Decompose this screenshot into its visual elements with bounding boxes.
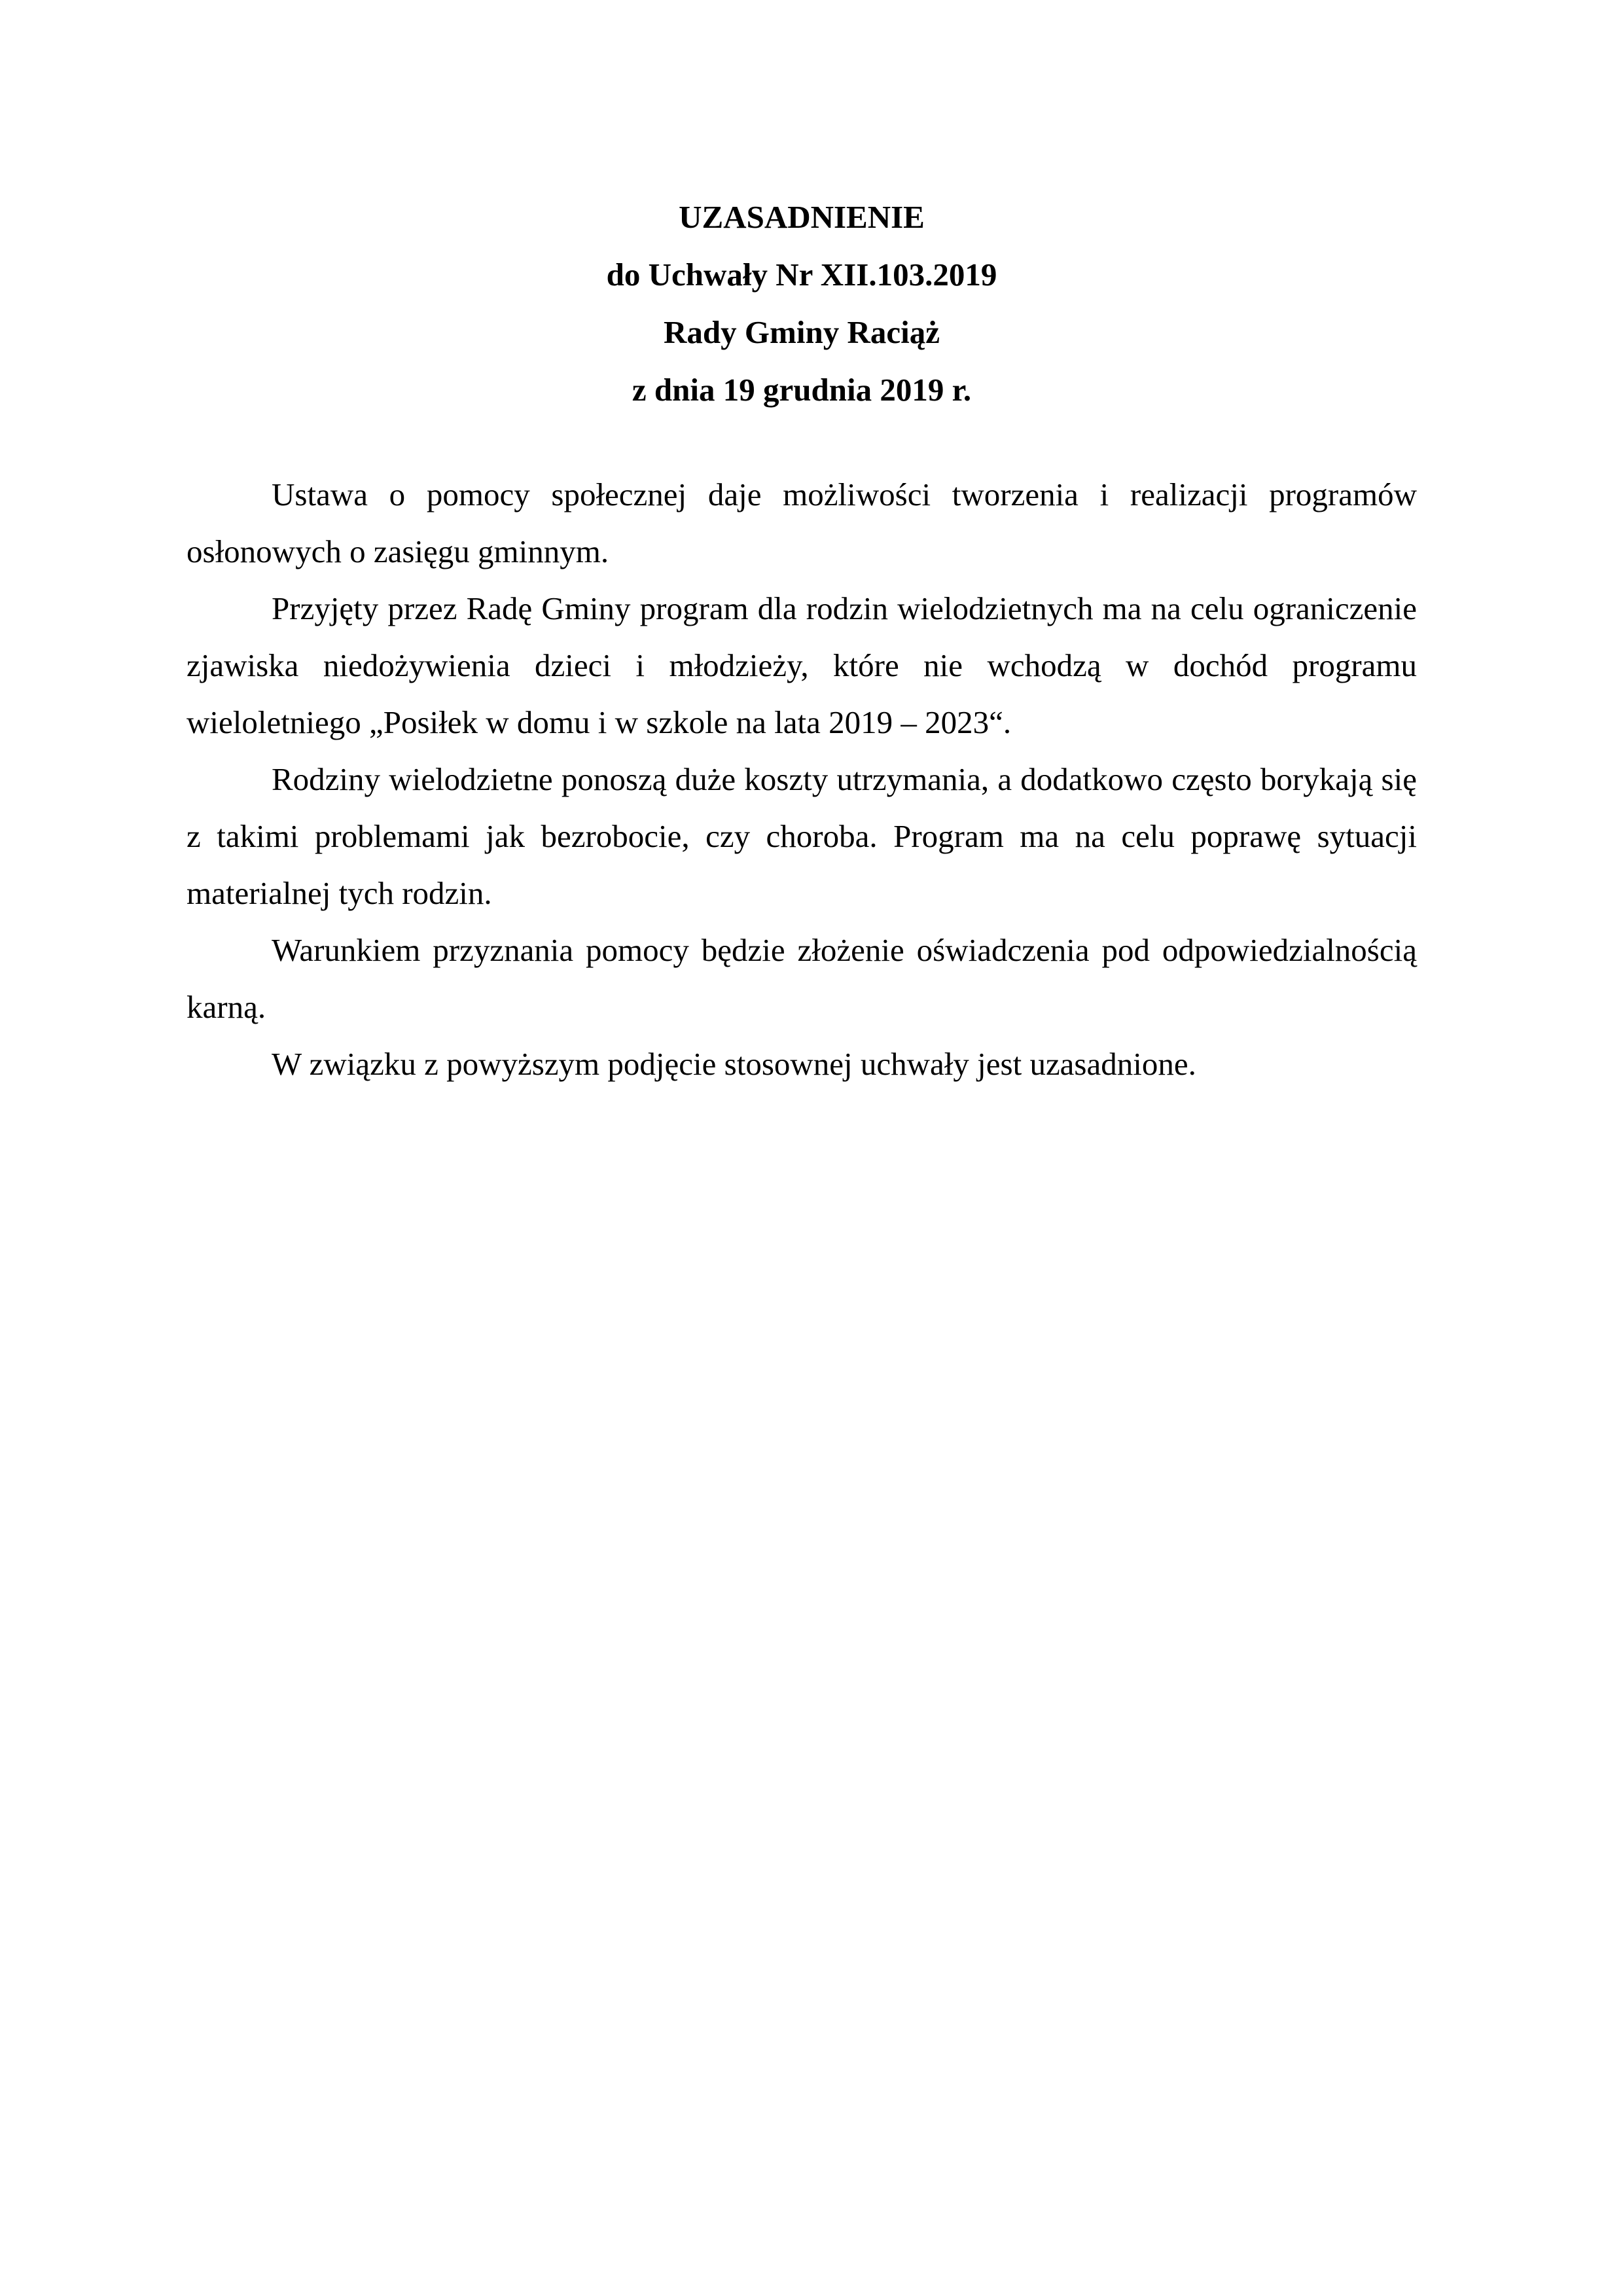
document-heading — [187, 188, 1417, 419]
paragraph-program-purpose: Przyjęty przez Radę Gminy program dla rodzin wielodzietnych ma na celu ograniczenie zjawiska niedożywienia dzieci i młodzieży, które nie wchodzą w dochód programu wieloletniego „Posiłek w domu i w szkole na lata 2019 – 2023“. — [187, 590, 1417, 740]
heading-resolution-number: do Uchwały Nr XII.103.2019 — [606, 257, 997, 293]
heading-date: z dnia 19 grudnia 2019 r. — [632, 372, 972, 408]
heading-council-name: Rady Gminy Raciąż — [664, 314, 940, 350]
paragraph-aid-condition: Warunkiem przyznania pomocy będzie złożenie oświadczenia pod odpowiedzialnością karną. — [187, 932, 1417, 1025]
paragraph-intro-law: Ustawa o pomocy społecznej daje możliwości tworzenia i realizacji programów osłonowych o zasięgu gminnym. — [187, 476, 1417, 569]
document-content — [187, 188, 1417, 1092]
heading-title: UZASADNIENIE — [679, 199, 925, 235]
paragraph-conclusion: W związku z powyższym podjęcie stosownej uchwały jest uzasadnione. — [272, 1046, 1196, 1082]
paragraph-families-costs: Rodziny wielodzietne ponoszą duże koszty utrzymania, a dodatkowo często borykają się z takimi problemami jak bezrobocie, czy choroba. Program ma na celu poprawę sytuacji materialnej tych rodzin. — [187, 761, 1417, 911]
